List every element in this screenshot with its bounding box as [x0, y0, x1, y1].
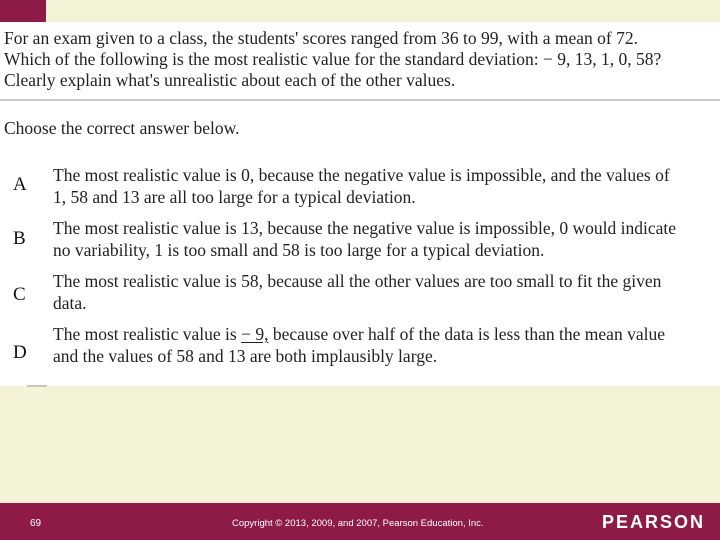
option-letter: B	[13, 228, 26, 249]
option-letter: D	[13, 342, 27, 363]
footer-bar	[0, 503, 720, 540]
question-line-3: Clearly explain what's unrealistic about each of the other values.	[4, 70, 456, 90]
pearson-logo: PEARSON	[602, 512, 706, 532]
option-text-line-2: and the values of 58 and 13 are both implausibly large.	[53, 345, 438, 366]
option-text-line-2: 1, 58 and 13 are all too large for a typical deviation.	[53, 186, 416, 207]
option-text-line-1: The most realistic value is 13, because the negative value is impossible, 0 would indicate	[53, 218, 677, 238]
option-d[interactable]	[0, 324, 720, 374]
option-text-line-2: data.	[53, 292, 87, 313]
option-text	[53, 271, 719, 314]
corner-tab	[0, 0, 46, 22]
option-b[interactable]	[0, 218, 720, 268]
question-line-1: For an exam given to a class, the students' scores ranged from 36 to 99, with a mean of 72.	[4, 28, 638, 48]
option-text	[53, 165, 719, 208]
option-letter: C	[13, 284, 26, 305]
answer-panel	[0, 101, 720, 386]
option-text	[53, 218, 719, 261]
question-panel	[0, 22, 720, 100]
option-text-line-2: no variability, 1 is too small and 58 is too large for a typical deviation.	[53, 239, 545, 260]
option-text	[53, 324, 719, 367]
option-text-line-1: The most realistic value is 58, because all the other values are too small to fit the given	[53, 271, 662, 291]
small-mark	[27, 385, 47, 387]
negative-value: − 9,	[241, 324, 269, 344]
answer-prompt: Choose the correct answer below.	[4, 118, 240, 138]
option-text-line-1-end: because over half of the data is less than the mean value	[268, 324, 665, 344]
question-line-2: Which of the following is the most realistic value for the standard deviation: − 9, 13, 1, 0, 58?	[4, 49, 662, 69]
option-a[interactable]	[0, 165, 720, 215]
copyright-text: Copyright © 2013, 2009, and 2007, Pearson Education, Inc.	[232, 518, 484, 529]
page-number: 69	[30, 518, 42, 529]
option-letter: A	[13, 174, 27, 195]
option-text-line-1: The most realistic value is 0, because the negative value is impossible, and the values of	[53, 165, 670, 185]
option-c[interactable]	[0, 271, 720, 321]
option-text-line-1-start: The most realistic value is	[53, 324, 242, 344]
question-text	[4, 28, 718, 91]
